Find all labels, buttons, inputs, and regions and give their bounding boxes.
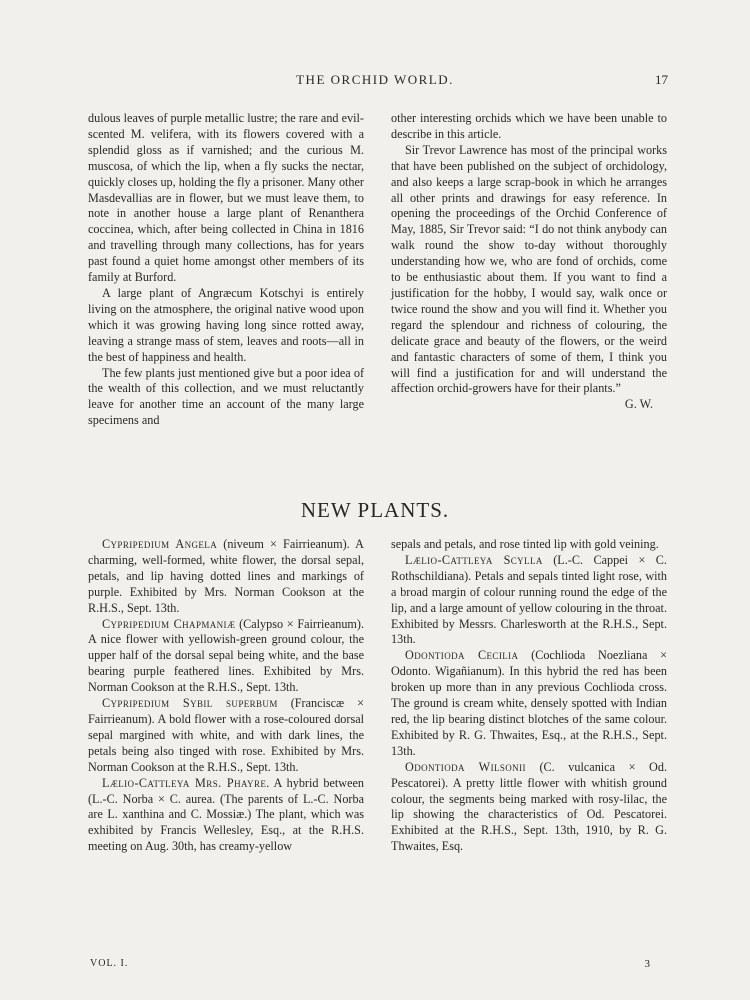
section-title: NEW PLANTS.: [300, 498, 450, 522]
plant-description: (Calypso × Fairrieanum). A nice flower with yellowish-green ground colour, the upper half of the dorsal sepal being white, and the base bearing purple feathered lines. Exhibited by Mrs. Norman Cookson at the R.H.S., Sept. 13th.: [88, 616, 364, 695]
plant-entry: [391, 760, 667, 855]
plant-description: . A hybrid between (L.-C. Norba × C. aurea. (The parents of L.-C. Norba are L. xanthina and C. Mossiæ.) The plant, which was exhibited by Francis Wellesley, Esq., at the R.H.S. meeting on Aug. 30th, has creamy-yellow: [88, 775, 364, 854]
article-right-column: [391, 111, 667, 413]
plant-name: Cypripedium Angela: [102, 537, 218, 551]
plant-name: Lælio-Cattleya Scylla: [405, 552, 543, 567]
plant-name: Lælio-Cattleya Mrs. Phayre: [102, 775, 267, 790]
plant-name: Cypripedium Sybil superbum: [102, 696, 278, 711]
plant-name: Odontioda Wilsonii: [405, 759, 526, 774]
page-number: 17: [655, 72, 668, 87]
article-paragraph: The few plants just mentioned give but a poor idea of the wealth of this collection, and we must reluctantly leave for another time an account of the many large specimens and: [88, 365, 364, 428]
plant-entry: [391, 553, 667, 648]
plant-description: (Cochlioda Noezliana × Odonto. Wigañianum). In this hybrid the red has been broken up more than in any previous Cochlioda cross. The ground is cream white, densely spotted with Indian red, the lip bearing distinct blotches of the same colour. Exhibited by R. G. Thwaites, Esq., at the R.H.S., Sept. 13th.: [391, 648, 667, 758]
plant-entry: [88, 696, 364, 776]
plant-entry: [88, 776, 364, 856]
volume-label: VOL. I.: [90, 958, 129, 969]
plant-name: Cypripedium Chapmaniæ: [102, 616, 236, 631]
article-paragraph: dulous leaves of purple metallic lustre; the rare and evil-scented M. velifera, with its flowers covered with a splendid gloss as if varnished; and the curious M. muscosa, of which the lip, when a fly sucks the nectar, quickly closes up, holding the fly a prisoner. Many other Masdevallias are in flower, but we must leave them, to note in another house a large plant of Renanthera coccinea, which, after being collected in China in 1816 and travelling through many collections, has for years past found a quiet home amongst other members of its family at Burford.: [88, 111, 364, 285]
plant-entry-continuation: sepals and petals, and rose tinted lip with gold veining.: [391, 537, 659, 551]
plant-description: (L.-C. Cappei × C. Rothschildiana). Petals and sepals tinted light rose, with a broad margin of colour running round the edge of the lip, and a large amount of yellow colouring in the throat. Exhibited by Messrs. Charlesworth at the R.H.S., Sept. 13th.: [391, 552, 667, 647]
plant-entry: [88, 617, 364, 697]
article-left-column: [88, 111, 364, 429]
plant-description: (niveum × Fairrieanum). A charming, well-formed, white flower, the dorsal sepal, petals, and lip having dotted lines and markings of purple. Exhibited by Mrs. Norman Cookson at the R.H.S., Sept. 13th.: [88, 537, 364, 615]
running-title: THE ORCHID WORLD.: [296, 72, 454, 87]
new-plants-right-column: [391, 537, 667, 855]
author-signature: G. W.: [624, 397, 653, 412]
new-plants-left-column: [88, 537, 364, 855]
signature-mark: 3: [644, 958, 650, 970]
article-paragraph: Sir Trevor Lawrence has most of the principal works that have been published on the subject of orchidology, and also keeps a large scrap-book in which he arranges all other prints and drawings for easy reference. In opening the proceedings of the Orchid Conference of May, 1885, Sir Trevor said: “I do not think anybody can walk round the show to-day without thoroughly understanding how we, who are fond of orchids, come to be enthusiastic about them. If you want to find a justification for the hobby, I would say, walk once or twice round the show and you will find it. Whether you regard the splendour and richness of colouring, the delicate grace and beauty of the flowers, or the weird and fantastic characters of some of them, I think you will find a justification for and will understand the affection orchid-growers have for their plants.”: [391, 142, 667, 396]
article-paragraph: other interesting orchids which we have been unable to describe in this article.: [391, 111, 667, 141]
plant-entry: [391, 648, 667, 759]
plant-description: (Franciscæ × Fairrieanum). A bold flower with a rose-coloured dorsal sepal margined with white, and with dark lines, the petals being also tinged with rose. Exhibited by Mrs. Norman Cookson at the R.H.S., Sept. 13th.: [88, 696, 364, 774]
plant-name: Odontioda Cecilia: [405, 648, 519, 663]
plant-entry: [88, 537, 364, 617]
article-paragraph: A large plant of Angræcum Kotschyi is entirely living on the atmosphere, the original native wood upon which it was growing having long since rotted away, leaving a strange mass of stem, leaves and roots—all in the best of happiness and health.: [88, 285, 364, 364]
plant-description: (C. vulcanica × Od. Pescatorei). A pretty little flower with whitish ground colour, the segments being marked with rosy-lilac, the lip showing the characteristics of Od. Pescatorei. Exhibited at the R.H.S., Sept. 13th, 1910, by R. G. Thwaites, Esq.: [391, 759, 667, 854]
